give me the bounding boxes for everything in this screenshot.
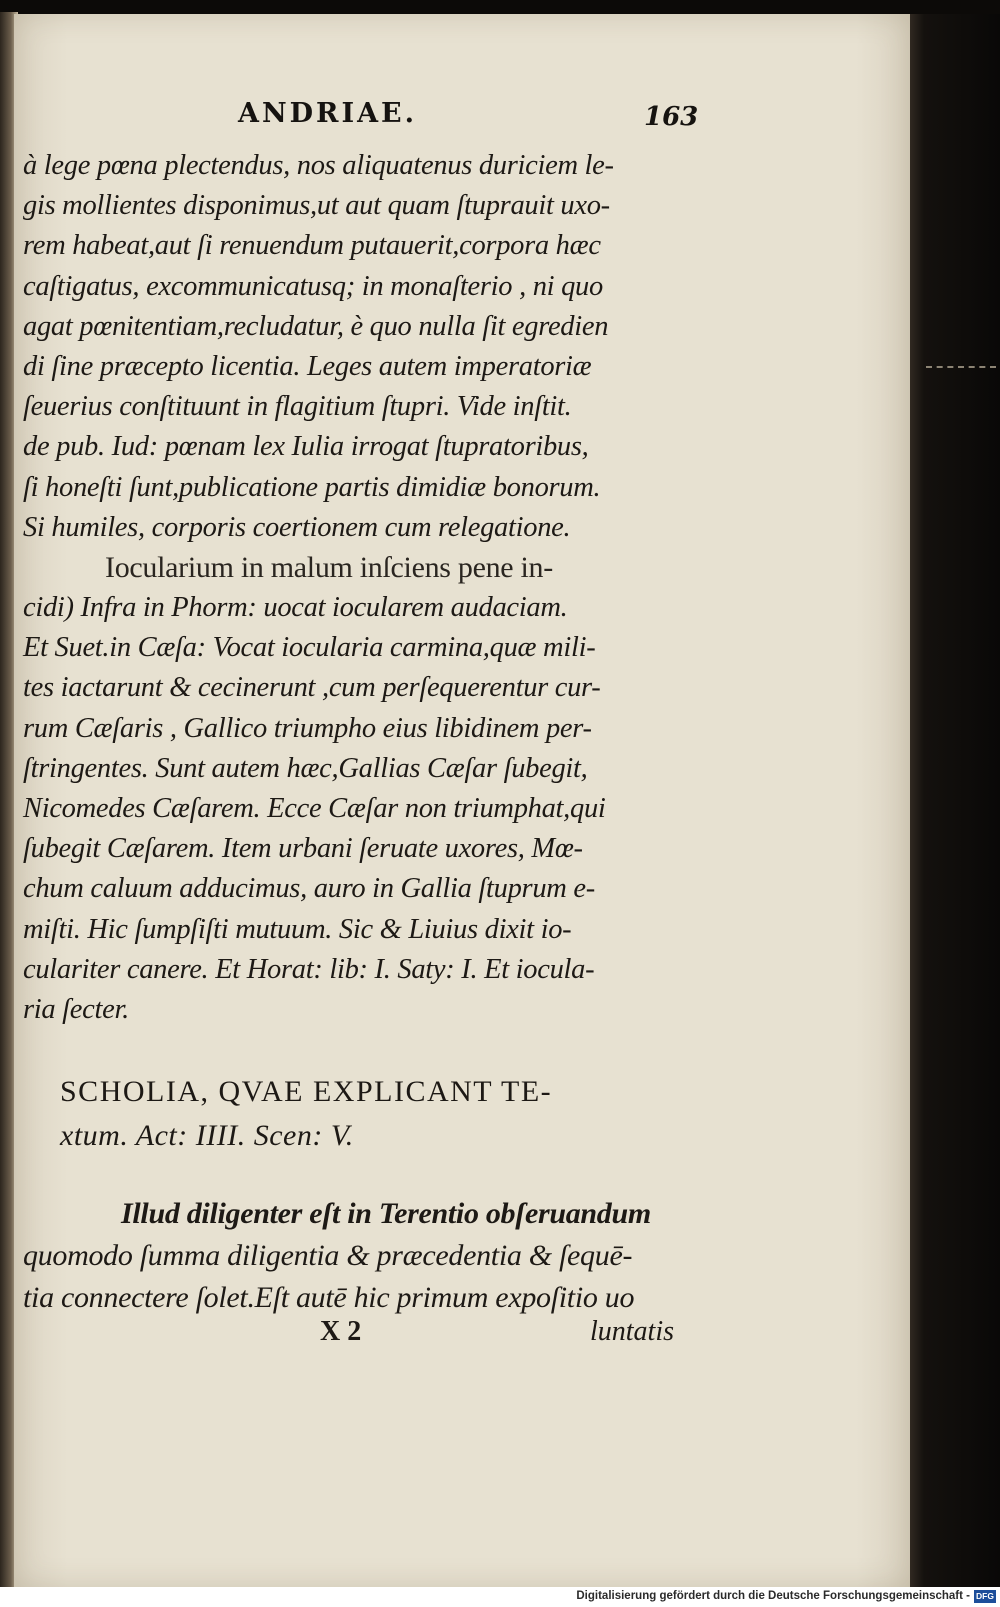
text-line: caſtigatus, excommunicatusq; in monaſterio , ni quo xyxy=(23,270,603,302)
catchword: luntatis xyxy=(590,1316,675,1347)
scholia-line: quomodo ſumma diligentia & præcedentia & ſequē- xyxy=(23,1239,633,1272)
text-line: ria ſecter. xyxy=(23,993,129,1025)
signature-mark: X 2 xyxy=(320,1316,362,1347)
text-line: Nicomedes Cæſarem. Ecce Cæſar non triumphat,qui xyxy=(23,793,606,824)
text-line: ſubegit Cæſarem. Item urbani ſeruate uxores, Mœ- xyxy=(23,833,583,865)
funding-credit: Digitalisierung gefördert durch die Deutsche Forschungsgemeinschaft - xyxy=(576,1590,970,1602)
margin-marks xyxy=(926,366,996,372)
text-line: rem habeat,aut ſi renuendum putauerit,corpora hæc xyxy=(23,230,601,262)
scholia-text-block xyxy=(23,1193,703,1319)
text-line: culariter canere. Et Horat: lib: I. Saty: I. Et iocula- xyxy=(23,953,595,985)
text-line: de pub. Iud: pœnam lex Iulia irrogat ſtupratoribus, xyxy=(23,431,589,463)
text-line: agat pœnitentiam,recludatur, è quo nulla ſit egredien xyxy=(23,310,609,342)
page-right-shadow xyxy=(905,14,1000,1587)
text-line: Et Suet.in Cæſa: Vocat iocularia carmina,quæ mili- xyxy=(23,632,596,664)
running-head: ANDRIAE. xyxy=(238,98,418,129)
scholia-line: Illud diligenter eſt in Terentio obſeruandum xyxy=(121,1197,651,1230)
text-line: à lege pœna plectendus, nos aliquatenus duriciem le- xyxy=(23,150,614,181)
text-line: di ſine præcepto licentia. Leges autem imperatoriæ xyxy=(23,350,592,382)
text-line: rum Cæſaris , Gallico triumpho eius libidinem per- xyxy=(23,712,592,744)
text-line: ſtringentes. Sunt autem hæc,Gallias Cæſar ſubegit, xyxy=(23,752,588,784)
page-number: 163 xyxy=(644,102,699,132)
text-line: miſti. Hic ſumpſiſti mutuum. Sic & Liuius dixit io- xyxy=(23,913,572,945)
lemma-line: Iocularium in malum inſciens pene in- xyxy=(105,550,553,584)
scholia-line: tia connectere ſolet.Eſt autē hic primum expoſitio uo xyxy=(23,1281,635,1314)
section-heading xyxy=(60,1070,680,1158)
text-line: gis mollientes disponimus,ut aut quam ſtuprauit uxo- xyxy=(23,190,610,222)
dfg-logo-icon: DFG xyxy=(974,1590,996,1603)
section-heading-line-2: xtum. Act: IIII. Scen: V. xyxy=(60,1119,354,1152)
commentary-text-block xyxy=(23,146,703,1030)
text-line: ſi honeſti ſunt,publicatione partis dimidiæ bonorum. xyxy=(23,471,601,503)
text-line: Si humiles, corporis coertionem cum relegatione. xyxy=(23,511,571,543)
section-heading-line-1: SCHOLIA, QVAE EXPLICANT TE- xyxy=(60,1075,553,1108)
text-line: chum caluum adducimus, auro in Gallia ſtuprum e- xyxy=(23,873,595,905)
text-line: ſeuerius conſtituunt in flagitium ſtupri. Vide inſtit. xyxy=(23,391,572,423)
text-line: cidi) Infra in Phorm: uocat iocularem audaciam. xyxy=(23,592,568,624)
text-line: tes iactarunt & cecinerunt ,cum perſequerentur cur- xyxy=(23,672,601,704)
scan-top-edge xyxy=(0,0,1000,14)
